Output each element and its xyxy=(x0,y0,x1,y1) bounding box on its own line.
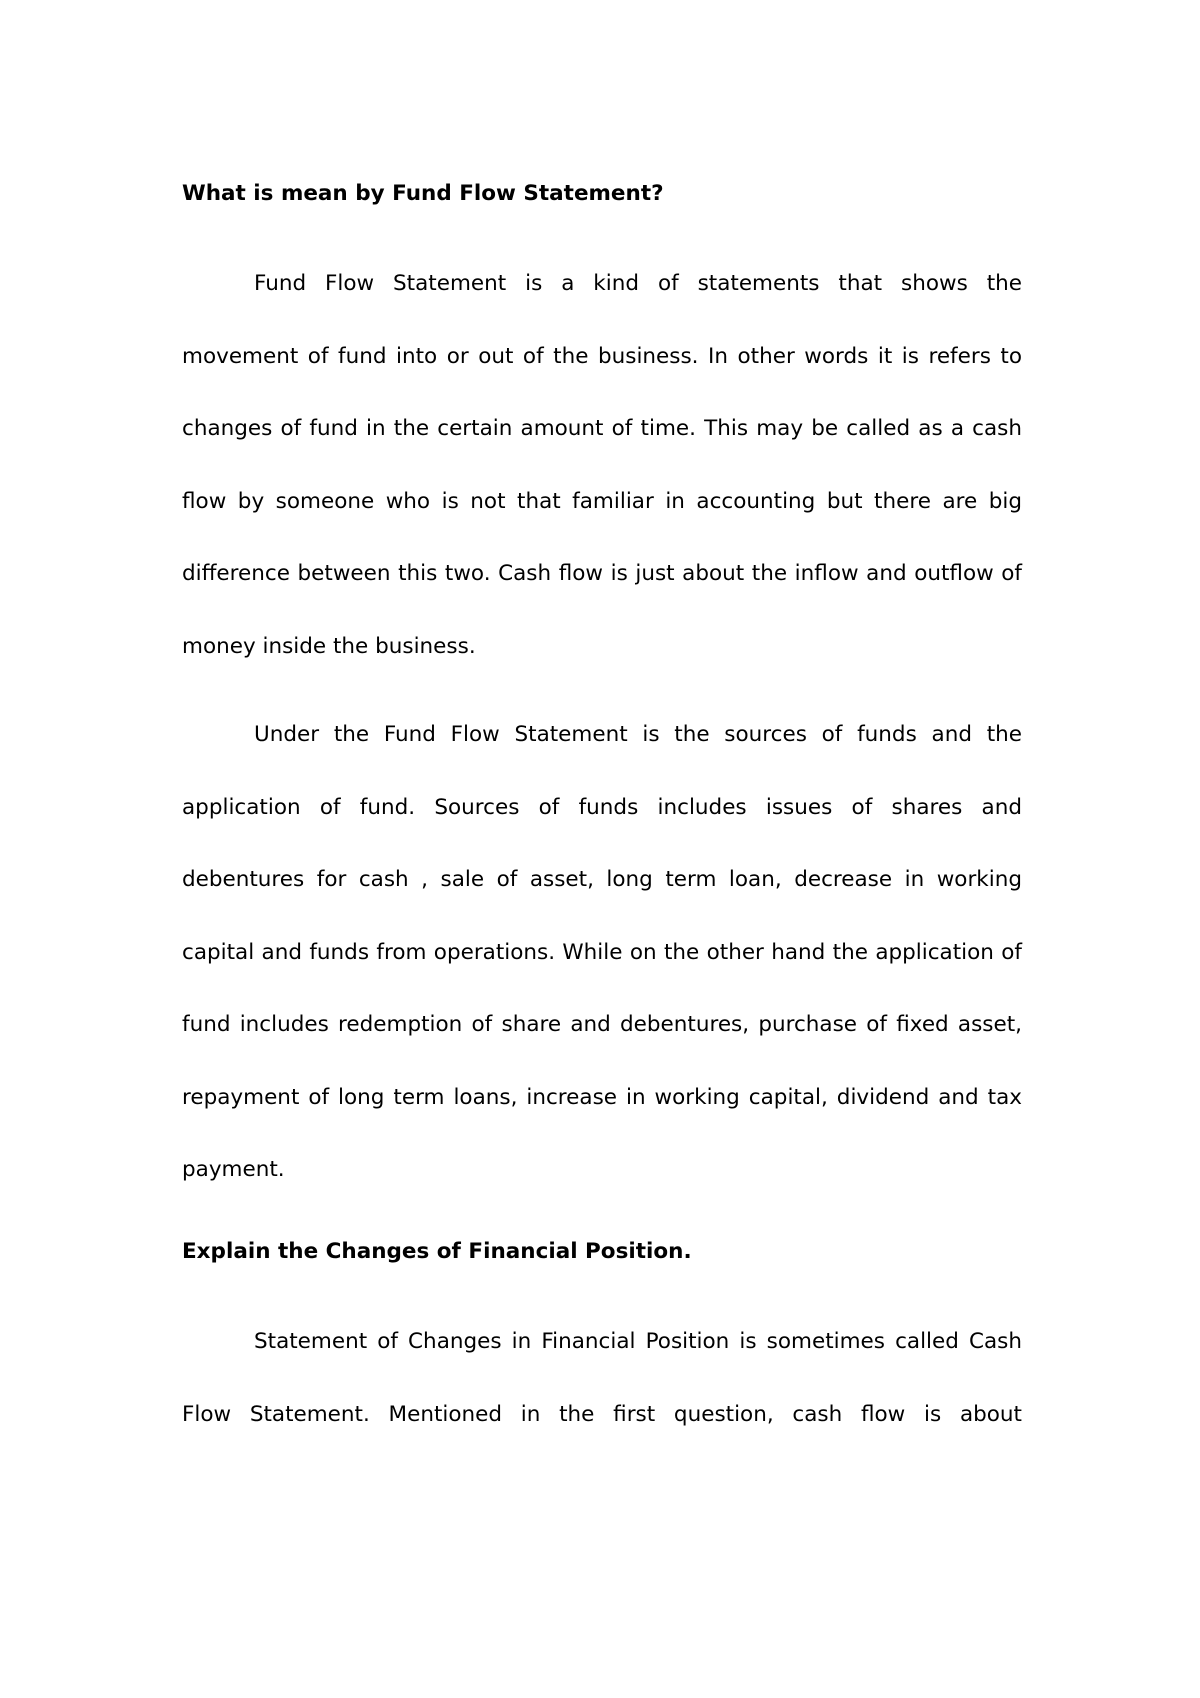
paragraph-changes-financial-position: Statement of Changes in Financial Position is sometimes called Cash Flow Statement. Mentioned in the first question, cash flow is about xyxy=(182,1329,1022,1427)
section-heading-financial-position: Explain the Changes of Financial Position. xyxy=(182,1239,692,1264)
section-heading-fund-flow: What is mean by Fund Flow Statement? xyxy=(182,181,664,206)
paragraph-fund-flow-definition: Fund Flow Statement is a kind of statements that shows the movement of fund into or out of the business. In other words it is refers to changes of fund in the certain amount of time. This may be called as a cash flow by someone who is not that familiar in accounting but there are big difference between this two. Cash flow is just about the inflow and outflow of money inside the business. xyxy=(182,271,1022,659)
paragraph-sources-application: Under the Fund Flow Statement is the sources of funds and the application of fund. Sources of funds includes issues of shares and debentures for cash , sale of asset, long term loan, decrease in working capital and funds from operations. While on the other hand the application of fund includes redemption of share and debentures, purchase of fixed asset, repayment of long term loans, increase in working capital, dividend and tax payment. xyxy=(182,722,1022,1182)
